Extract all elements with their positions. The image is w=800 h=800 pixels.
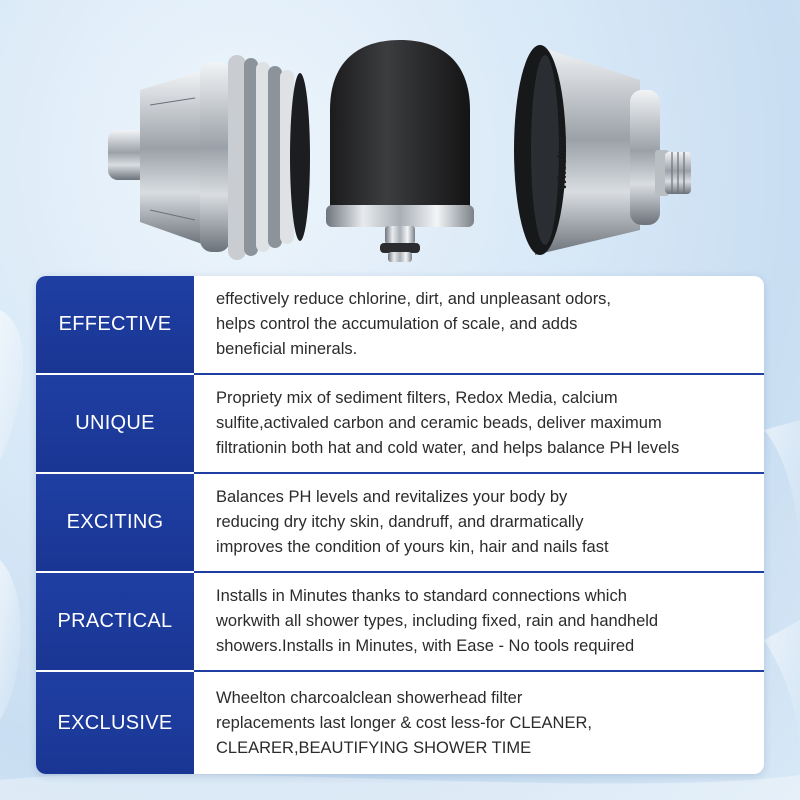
- description-line: replacements last longer & cost less-for CLEANER,: [216, 713, 592, 732]
- description-line: Wheelton charcoalclean showerhead filter: [216, 688, 523, 707]
- description-line: workwith all shower types, including fixed, rain and handheld: [216, 612, 659, 630]
- feature-description: [194, 474, 764, 571]
- filter-components-illustration: [0, 0, 800, 275]
- description-line: effectively reduce chlorine, dirt, and unpleasant odors,: [216, 290, 612, 308]
- feature-label: EFFECTIVE: [36, 276, 194, 373]
- description-line: Installs in Minutes thanks to standard connections which: [216, 587, 627, 605]
- description-line: CLEARER,BEAUTIFYING SHOWER TIME: [216, 738, 532, 757]
- feature-label: EXCLUSIVE: [36, 672, 194, 774]
- feature-row-exclusive: [36, 672, 764, 774]
- carbon-cartridge: [326, 40, 474, 262]
- feature-label: UNIQUE: [36, 375, 194, 472]
- brand-logo: [532, 118, 592, 208]
- feature-row-exciting: [36, 474, 764, 571]
- description-line: filtrationin both hat and cold water, and helps balance PH levels: [216, 439, 680, 457]
- feature-row-unique: [36, 375, 764, 472]
- description-line: Propriety mix of sediment filters, Redox Media, calcium: [216, 389, 618, 407]
- feature-label: EXCITING: [36, 474, 194, 571]
- description-line: improves the condition of yours kin, hair and nails fast: [216, 538, 609, 556]
- left-housing: [108, 55, 310, 260]
- feature-label: PRACTICAL: [36, 573, 194, 670]
- description-line: showers.Installs in Minutes, with Ease - No tools required: [216, 637, 635, 655]
- feature-description: [194, 276, 764, 373]
- brand-logo-text: Wheelton: [555, 136, 569, 190]
- description-line: reducing dry itchy skin, dandruff, and drarmatically: [216, 513, 584, 531]
- feature-row-effective: [36, 276, 764, 373]
- feature-description: [194, 672, 764, 774]
- feature-table: [36, 276, 764, 774]
- description-line: helps control the accumulation of scale, and adds: [216, 315, 578, 333]
- feature-description: [194, 573, 764, 670]
- description-line: sulfite,activaled carbon and ceramic beads, deliver maximum: [216, 414, 662, 432]
- description-line: beneficial minerals.: [216, 340, 358, 358]
- feature-row-practical: [36, 573, 764, 670]
- feature-description: [194, 375, 764, 472]
- description-line: Balances PH levels and revitalizes your body by: [216, 488, 568, 506]
